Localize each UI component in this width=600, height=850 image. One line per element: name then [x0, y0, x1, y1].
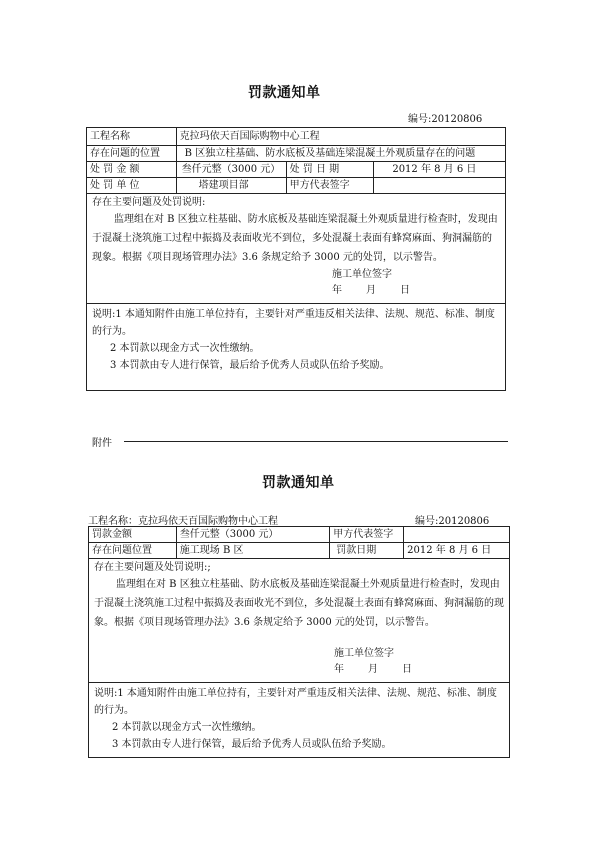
fine-date-value-2: 2012 年 8 月 6 日 — [404, 543, 510, 559]
problems-heading-2: 存在主要问题及处罚说明:; — [94, 562, 211, 573]
contractor-sign-label-2: 施工单位签字 — [334, 648, 394, 659]
fine-date-label: 处 罚 日 期 — [286, 162, 374, 178]
date-month: 月 — [366, 285, 376, 296]
project-line-2: 工程名称：克拉玛依天百国际购物中心工程 — [88, 516, 278, 527]
attachment-label: 附件 — [92, 438, 112, 449]
date-year: 年 — [332, 285, 342, 296]
notice-title-2: 罚款通知单 — [262, 475, 335, 491]
issue-location-label-2: 存在问题位置 — [89, 543, 177, 559]
problems-cell-2 — [89, 559, 510, 683]
fined-unit-label: 处 罚 单 位 — [87, 178, 177, 194]
attachment-divider — [124, 441, 508, 442]
fine-amount-value: 叁仟元整（3000 元） — [176, 162, 286, 178]
note-3-2: 3 本罚款由专人进行保管，最后给予优秀人员或队伍给予奖励。 — [112, 739, 392, 750]
fined-unit-value: 塔建项目部 — [176, 178, 286, 194]
fine-amount-label: 处 罚 金 额 — [87, 162, 177, 178]
notes-cell — [87, 304, 506, 391]
fine-amount-label-2: 罚款金额 — [89, 527, 177, 543]
fine-date-value: 2012 年 8 月 6 日 — [374, 162, 506, 178]
issue-location-value: B 区独立柱基础、防水底板及基础连梁混凝土外观质量存在的问题 — [176, 146, 505, 162]
date-day-2: 日 — [402, 664, 412, 675]
fine-notice-form-2 — [88, 526, 510, 758]
owner-sign-label: 甲方代表签字 — [286, 178, 374, 194]
project-name-value: 克拉玛依天百国际购物中心工程 — [176, 128, 505, 146]
fine-date-label-2: 罚款日期 — [330, 543, 404, 559]
note-1: 说明:1 本通知附件由施工单位持有，主要针对严重违反相关法律、法规、规范、标准、制度的行为。 — [92, 309, 495, 337]
date-year-2: 年 — [334, 664, 344, 675]
notice-title: 罚款通知单 — [248, 85, 321, 101]
sign-date-line — [92, 283, 500, 299]
owner-sign-value — [374, 178, 506, 194]
problems-text: 监理组在对 B 区独立柱基础、防水底板及基础连梁混凝土外观质量进行检查时，发现由于混凝土浇筑施工过程中振捣及表面收光不到位，多处混凝土表面有蜂窝麻面、狗洞漏筋的现象。根据《项目现场管理办法》3.6 条规定给予 3000 元的处罚，以示警告。 — [92, 214, 498, 263]
owner-sign-label-2: 甲方代表签字 — [330, 527, 404, 543]
serial-number: 编号:20120806 — [408, 114, 483, 125]
date-day: 日 — [400, 285, 410, 296]
sign-date-line-2 — [94, 662, 504, 678]
problems-cell — [87, 194, 506, 304]
note-3: 3 本罚款由专人进行保管，最后给予优秀人员或队伍给予奖励。 — [110, 360, 390, 371]
issue-location-value-2: 施工现场 B 区 — [176, 543, 329, 559]
fine-notice-form — [86, 127, 506, 391]
fine-amount-value-2: 叁仟元整（3000 元） — [176, 527, 329, 543]
contractor-sign-label: 施工单位签字 — [332, 269, 392, 280]
owner-sign-value-2 — [404, 527, 510, 543]
note-2: 2 本罚款以现金方式一次性缴纳。 — [110, 343, 260, 354]
problems-heading: 存在主要问题及处罚说明: — [92, 197, 206, 208]
project-name-label: 工程名称 — [87, 128, 177, 146]
problems-text-2: 监理组在对 B 区独立柱基础、防水底板及基础连梁混凝土外观质量进行检查时，发现由于混凝土浇筑施工过程中振捣及表面收光不到位，多处混凝土表面有蜂窝麻面、狗洞漏筋的现象。根据《项目现场管理办法》3.6 条规定给予 3000 元的处罚，以示警告。 — [94, 579, 504, 628]
date-month-2: 月 — [368, 664, 378, 675]
notes-cell-2 — [89, 683, 510, 758]
issue-location-label: 存在问题的位置 — [87, 146, 177, 162]
note-1-2: 说明:1 本通知附件由施工单位持有，主要针对严重违反相关法律、法规、规范、标准、制度的行为。 — [94, 688, 497, 716]
note-2-2: 2 本罚款以现金方式一次性缴纳。 — [112, 722, 262, 733]
serial-number-2: 编号:20120806 — [415, 516, 490, 527]
